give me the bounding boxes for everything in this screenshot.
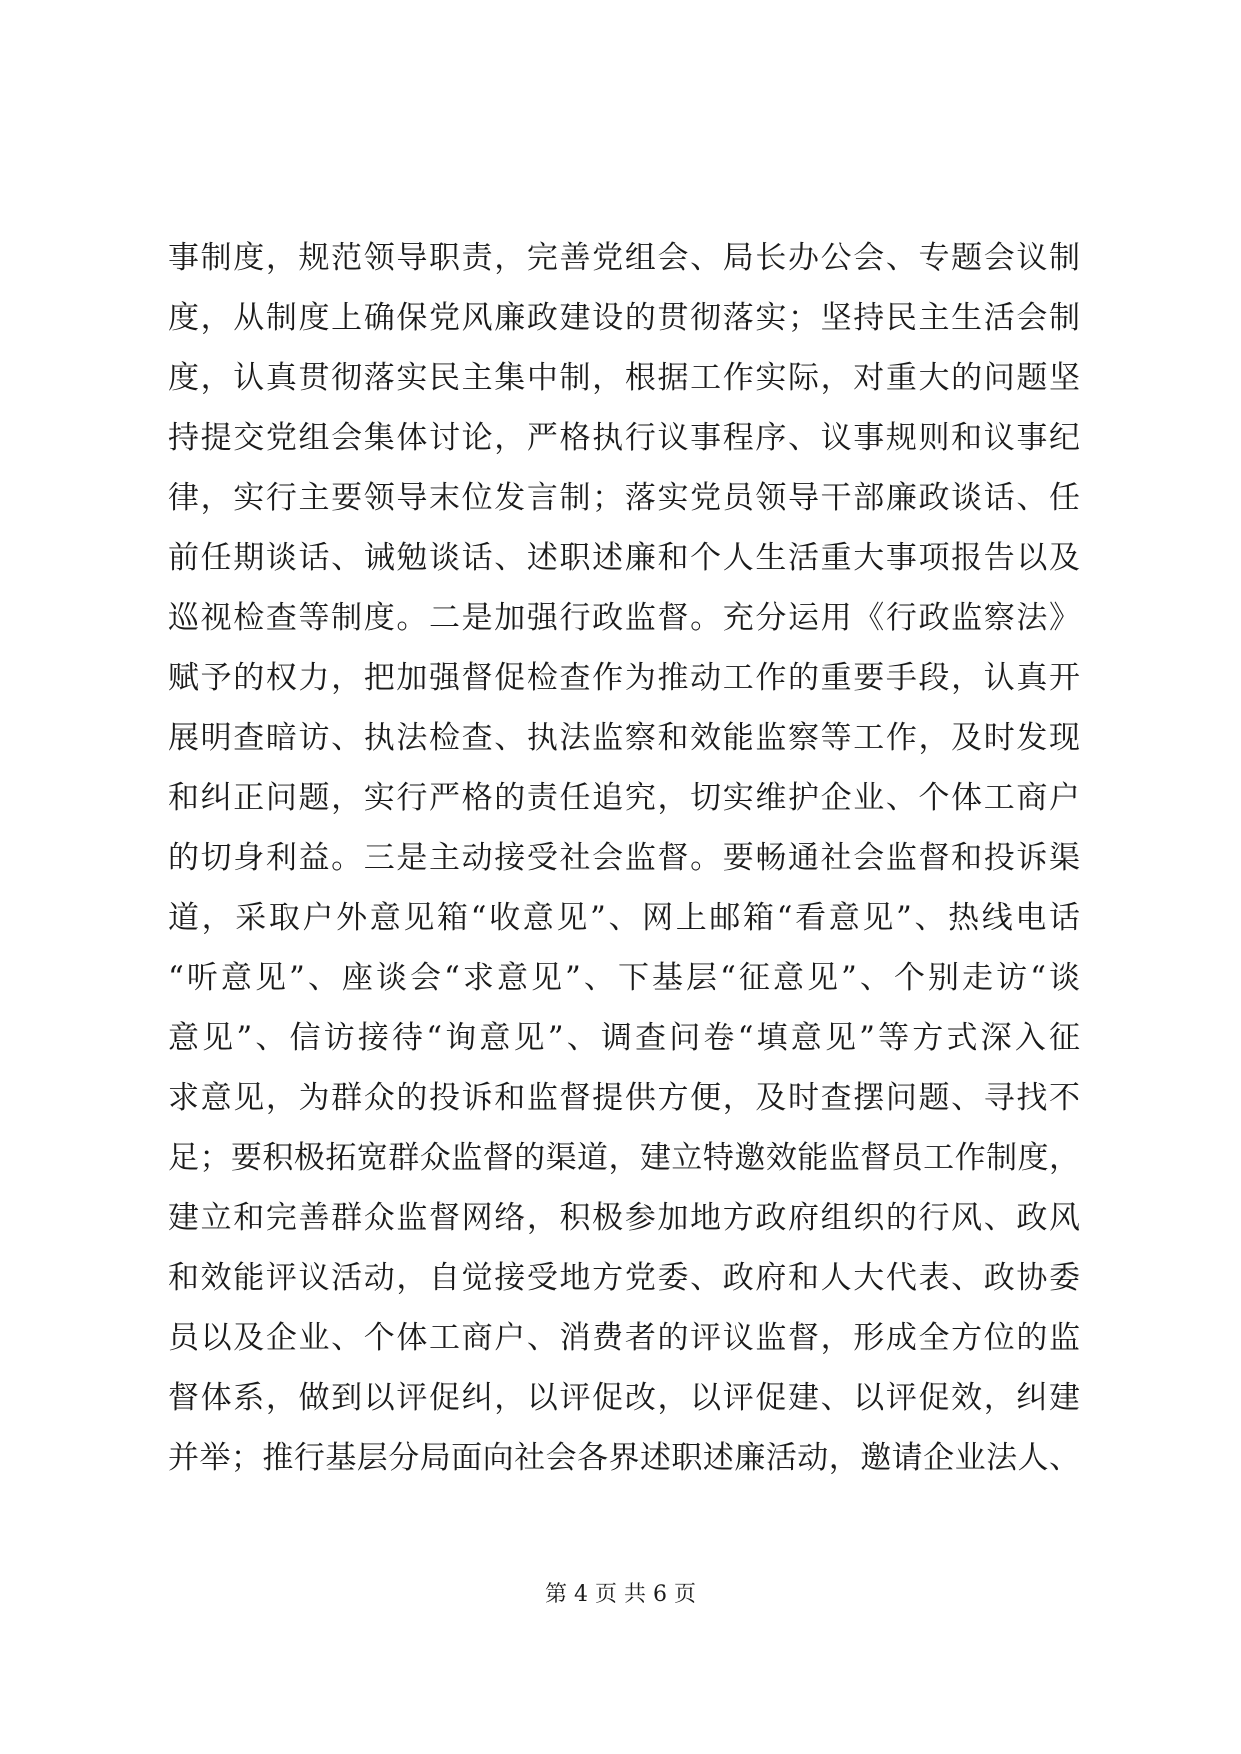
- text-line: 律，实行主要领导末位发言制；落实党员领导干部廉政谈话、任: [168, 480, 1080, 516]
- text-line: 意见”、信访接待“询意见”、调查问卷“填意见”等方式深入征: [168, 1020, 1080, 1056]
- text-line: 度，从制度上确保党风廉政建设的贯彻落实；坚持民主生活会制: [168, 300, 1080, 336]
- text-line: 道，采取户外意见箱“收意见”、网上邮箱“看意见”、热线电话: [168, 900, 1080, 936]
- text-line: 度，认真贯彻落实民主集中制，根据工作实际，对重大的问题坚: [168, 360, 1080, 396]
- text-line: 持提交党组会集体讨论，严格执行议事程序、议事规则和议事纪: [168, 420, 1080, 456]
- text-line: 督体系，做到以评促纠，以评促改，以评促建、以评促效，纠建: [168, 1380, 1080, 1416]
- text-line: 建立和完善群众监督网络，积极参加地方政府组织的行风、政风: [168, 1200, 1080, 1236]
- text-line: 展明查暗访、执法检查、执法监察和效能监察等工作，及时发现: [168, 720, 1080, 756]
- text-line: 和效能评议活动，自觉接受地方党委、政府和人大代表、政协委: [168, 1260, 1080, 1296]
- text-line: 事制度，规范领导职责，完善党组会、局长办公会、专题会议制: [168, 240, 1080, 276]
- text-line: 求意见，为群众的投诉和监督提供方便，及时查摆问题、寻找不: [168, 1080, 1080, 1116]
- text-line: 的切身利益。三是主动接受社会监督。要畅通社会监督和投诉渠: [168, 840, 1080, 876]
- text-line: 巡视检查等制度。二是加强行政监督。充分运用《行政监察法》: [168, 600, 1080, 636]
- text-line: 前任期谈话、诫勉谈话、述职述廉和个人生活重大事项报告以及: [168, 540, 1080, 576]
- text-line: 并举；推行基层分局面向社会各界述职述廉活动，邀请企业法人、: [168, 1440, 1080, 1476]
- page-number-footer: 第 4 页 共 6 页: [545, 1582, 696, 1607]
- text-line: “听意见”、座谈会“求意见”、下基层“征意见”、个别走访“谈: [168, 960, 1080, 996]
- text-line: 赋予的权力，把加强督促检查作为推动工作的重要手段，认真开: [168, 660, 1080, 696]
- text-line: 和纠正问题，实行严格的责任追究，切实维护企业、个体工商户: [168, 780, 1080, 816]
- text-line: 足；要积极拓宽群众监督的渠道，建立特邀效能监督员工作制度，: [168, 1140, 1080, 1176]
- body-text: [168, 228, 1080, 1488]
- text-line: 员以及企业、个体工商户、消费者的评议监督，形成全方位的监: [168, 1320, 1080, 1356]
